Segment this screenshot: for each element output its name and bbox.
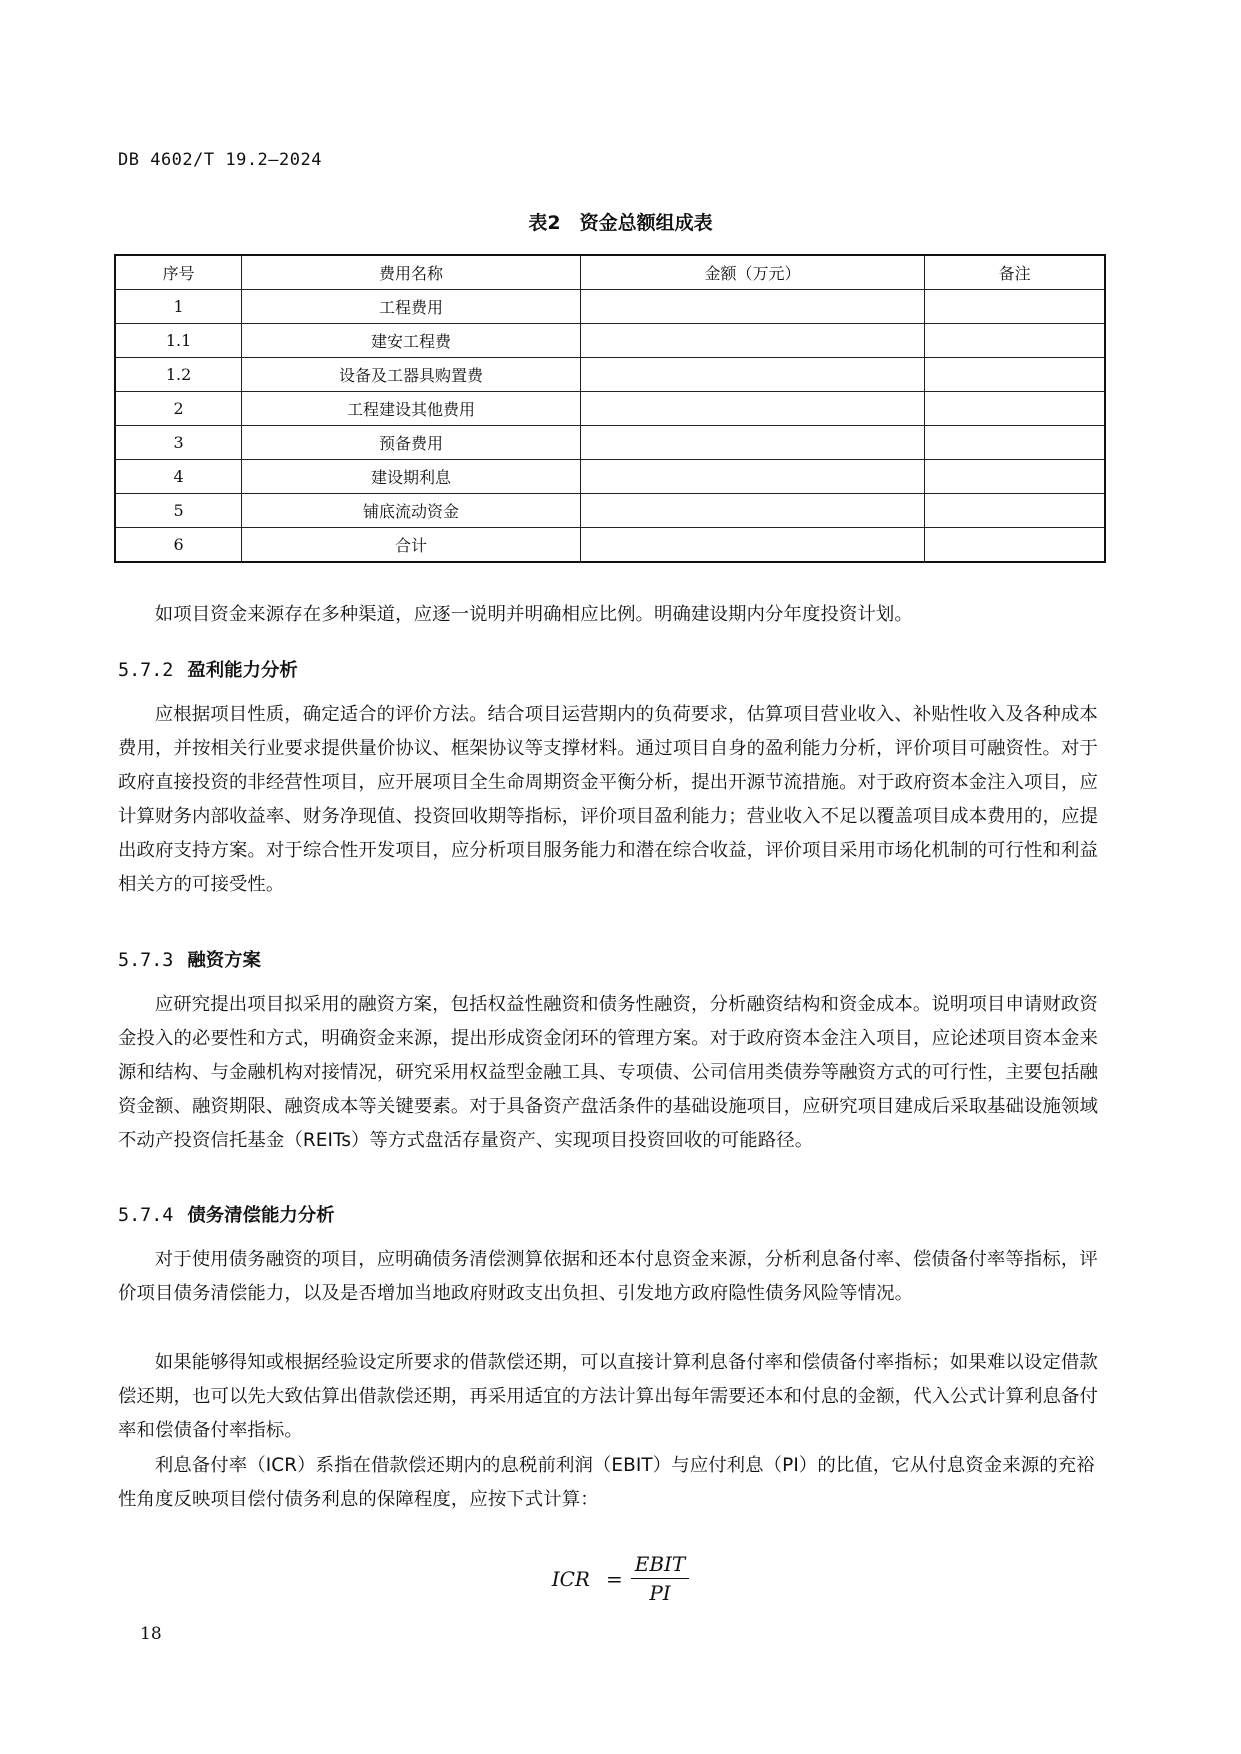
- section-5-7-3-paragraph: 应研究提出项目拟采用的融资方案，包括权益性融资和债务性融资，分析融资结构和资金成本。说明项目申请财政资金投入的必要性和方式，明确资金来源，提出形成资金闭环的管理方案。对于政府资本金注入项目，应论述项目资本金来源和结构、与金融机构对接情况，研究采用权益型金融工具、专项债、公司信用类债券等融资方式的可行性，主要包括融资金额、融资期限、融资成本等关键要素。对于具备资产盘活条件的基础设施项目，应研究项目建成后采取基础设施领域不动产投资信托基金（REITs）等方式盘活存量资产、实现项目投资回收的可能路径。: [118, 994, 1099, 1151]
- cell-cost-name: 工程建设其他费用: [242, 392, 580, 426]
- cell-amount: [580, 494, 925, 528]
- section-5-7-4-paragraph-2: 如果能够得知或根据经验设定所要求的借款偿还期，可以直接计算利息备付率和偿债备付率指标；如果难以设定借款偿还期，也可以先大致估算出借款偿还期，再采用适宜的方法计算出每年需要还本和付息的金额，代入公式计算利息备付率和偿债备付率指标。: [118, 1352, 1099, 1441]
- section-title: 盈利能力分析: [187, 660, 298, 681]
- cell-amount: [580, 290, 925, 324]
- formula-equals: =: [605, 1566, 623, 1591]
- section-title: 债务清偿能力分析: [187, 1205, 335, 1226]
- document-id: DB 4602/T 19.2—2024: [118, 150, 322, 170]
- cell-number: 4: [115, 460, 242, 494]
- section-heading-5-7-4: [118, 1201, 335, 1227]
- table-row: [115, 460, 1105, 494]
- cell-number: 1.2: [115, 358, 242, 392]
- table-row: [115, 392, 1105, 426]
- section-number: 5.7.2: [118, 660, 174, 681]
- cell-amount: [580, 358, 925, 392]
- section-5-7-4-paragraph-1: 对于使用债务融资的项目，应明确债务清偿测算依据和还本付息资金来源，分析利息备付率、偿债备付率等指标，评价项目债务清偿能力，以及是否增加当地政府财政支出负担、引发地方政府隐性债务风险等情况。: [118, 1249, 1098, 1304]
- section-heading-5-7-2: [118, 656, 298, 682]
- cell-remark: [925, 494, 1105, 528]
- cell-amount: [580, 324, 925, 358]
- table-row: [115, 324, 1105, 358]
- section-title: 融资方案: [187, 950, 261, 971]
- icr-formula: [0, 1552, 1241, 1605]
- cell-cost-name: 合计: [242, 528, 580, 563]
- cell-remark: [925, 324, 1105, 358]
- cell-number: 2: [115, 392, 242, 426]
- cell-cost-name: 建安工程费: [242, 324, 580, 358]
- table-row: [115, 358, 1105, 392]
- cell-remark: [925, 528, 1105, 563]
- formula-numerator: EBIT: [631, 1552, 690, 1579]
- column-header-amount: 金额（万元）: [580, 255, 925, 290]
- cell-amount: [580, 528, 925, 563]
- page-number: 18: [140, 1624, 162, 1644]
- formula-fraction: [631, 1552, 690, 1605]
- fund-composition-table: [114, 254, 1106, 563]
- cell-number: 5: [115, 494, 242, 528]
- cell-number: 1: [115, 290, 242, 324]
- table-row: [115, 528, 1105, 563]
- cell-remark: [925, 460, 1105, 494]
- cell-cost-name: 工程费用: [242, 290, 580, 324]
- cell-number: 3: [115, 426, 242, 460]
- section-number: 5.7.3: [118, 950, 174, 971]
- cell-cost-name: 铺底流动资金: [242, 494, 580, 528]
- column-header-remark: 备注: [925, 255, 1105, 290]
- section-heading-5-7-3: [118, 946, 261, 972]
- column-header-cost-name: 费用名称: [242, 255, 580, 290]
- cell-number: 1.1: [115, 324, 242, 358]
- formula-denominator: PI: [649, 1581, 671, 1605]
- cell-amount: [580, 392, 925, 426]
- cell-amount: [580, 460, 925, 494]
- cell-remark: [925, 290, 1105, 324]
- cell-remark: [925, 426, 1105, 460]
- cell-number: 6: [115, 528, 242, 563]
- section-5-7-4-paragraph-3: 利息备付率（ICR）系指在借款偿还期内的息税前利润（EBIT）与应付利息（PI）的比值，它从付息资金来源的充裕性角度反映项目偿付债务利息的保障程度，应按下式计算：: [118, 1455, 1095, 1510]
- cell-remark: [925, 358, 1105, 392]
- cell-remark: [925, 392, 1105, 426]
- table-row: [115, 290, 1105, 324]
- table-title: 表2 资金总额组成表: [528, 212, 713, 234]
- cell-cost-name: 预备费用: [242, 426, 580, 460]
- section-number: 5.7.4: [118, 1205, 174, 1226]
- table-header-row: [115, 255, 1105, 290]
- cell-amount: [580, 426, 925, 460]
- table-row: [115, 494, 1105, 528]
- cell-cost-name: 设备及工器具购置费: [242, 358, 580, 392]
- section-5-7-2-paragraph: 应根据项目性质，确定适合的评价方法。结合项目运营期内的负荷要求，估算项目营业收入、补贴性收入及各种成本费用，并按相关行业要求提供量价协议、框架协议等支撑材料。通过项目自身的盈利能力分析，评价项目可融资性。对于政府直接投资的非经营性项目，应开展项目全生命周期资金平衡分析，提出开源节流措施。对于政府资本金注入项目，应计算财务内部收益率、财务净现值、投资回收期等指标，评价项目盈利能力；营业收入不足以覆盖项目成本费用的，应提出政府支持方案。对于综合性开发项目，应分析项目服务能力和潜在综合收益，评价项目采用市场化机制的可行性和利益相关方的可接受性。: [118, 704, 1099, 895]
- cell-cost-name: 建设期利息: [242, 460, 580, 494]
- formula-lhs: ICR: [551, 1566, 590, 1591]
- intro-paragraph: 如项目资金来源存在多种渠道，应逐一说明并明确相应比例。明确建设期内分年度投资计划。: [154, 604, 913, 625]
- table-row: [115, 426, 1105, 460]
- column-header-number: 序号: [115, 255, 242, 290]
